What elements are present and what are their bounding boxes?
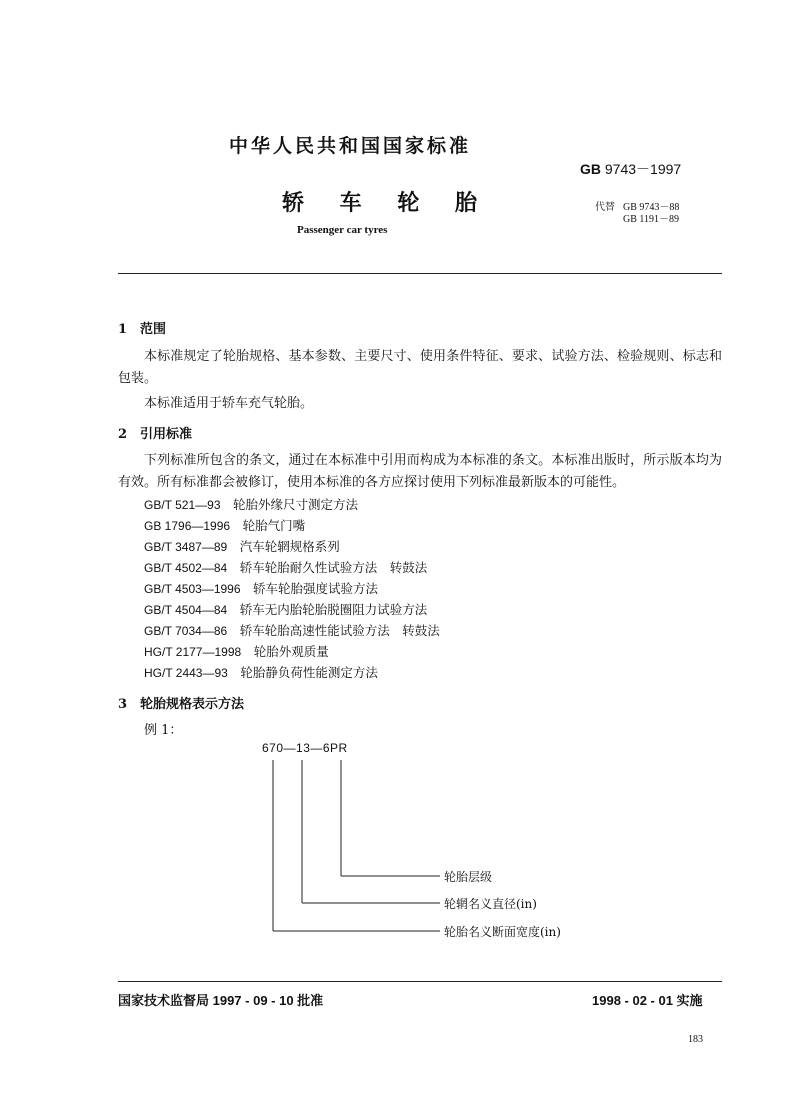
annotation-ply-rating: 轮胎层级 — [444, 870, 493, 884]
effective-date: 1998 - 02 - 01 实施 — [592, 993, 703, 1008]
approval-date: 国家技术监督局 1997 - 09 - 10 批准 — [118, 993, 324, 1008]
section-1-paragraph: 本标准适用于轿车充气轮胎。 — [144, 396, 314, 411]
section-title: 引用标准 — [140, 427, 193, 442]
section-number: 3 — [118, 697, 128, 712]
replaces-label: 代替 — [595, 202, 615, 213]
example-label: 例 1： — [144, 723, 183, 738]
reference-title: 轮胎静负荷性能测定方法 — [240, 665, 378, 680]
reference-code: GB/T 4502—84 — [144, 561, 228, 575]
reference-title: 轿车轮胎强度试验方法 — [253, 581, 379, 596]
page-number: 183 — [688, 1034, 703, 1045]
replaced-standard: GB 9743－88 — [623, 202, 680, 213]
document-title-english: Passenger car tyres — [297, 224, 388, 236]
section-title: 范围 — [140, 322, 167, 337]
section-2-intro: 下列标准所包含的条文，通过在本标准中引用而构成为本标准的条文。本标准出版时，所示版本均为有效。所有标准都会被修订，使用本标准的各方应探讨使用下列标准最新版本的可能性。 — [118, 453, 722, 490]
reference-title: 轮胎气门嘴 — [242, 518, 306, 533]
standard-number-value: 9743－1997 — [604, 161, 682, 177]
footer-divider — [118, 981, 722, 982]
tyre-spec-code: 670—13—6PR — [262, 741, 348, 755]
reference-code: GB 1796—1996 — [144, 519, 231, 533]
reference-code: HG/T 2443—93 — [144, 666, 228, 680]
reference-title: 轿车轮胎耐久性试验方法 转鼓法 — [239, 560, 428, 575]
standard-prefix: GB — [580, 161, 601, 177]
reference-title: 轮胎外观质量 — [253, 644, 329, 659]
replaced-standard: GB 1191－89 — [623, 214, 680, 225]
reference-title: 轮胎外缘尺寸测定方法 — [233, 497, 359, 512]
annotation-section-width: 轮胎名义断面宽度(in) — [444, 925, 561, 939]
document-title: 轿 车 轮 胎 — [282, 190, 491, 216]
reference-title: 轿车无内胎轮胎脱圈阻力试验方法 — [239, 602, 428, 617]
section-title: 轮胎规格表示方法 — [140, 697, 245, 712]
standard-org-title: 中华人民共和国国家标准 — [229, 135, 472, 157]
section-number: 2 — [118, 427, 128, 442]
reference-code: HG/T 2177—1998 — [144, 645, 242, 659]
section-number: 1 — [118, 322, 128, 337]
reference-title: 汽车轮辋规格系列 — [239, 539, 340, 554]
reference-code: GB/T 521—93 — [144, 498, 221, 512]
section-1-paragraph: 本标准规定了轮胎规格、基本参数、主要尺寸、使用条件特征、要求、试验方法、检验规则、标志和包装。 — [118, 349, 722, 386]
reference-code: GB/T 3487—89 — [144, 540, 228, 554]
reference-code: GB/T 4504—84 — [144, 603, 228, 617]
annotation-rim-diameter: 轮辋名义直径(in) — [444, 897, 537, 911]
reference-code: GB/T 7034—86 — [144, 624, 228, 638]
reference-title: 轿车轮胎高速性能试验方法 转鼓法 — [239, 623, 440, 638]
reference-code: GB/T 4503—1996 — [144, 582, 241, 596]
